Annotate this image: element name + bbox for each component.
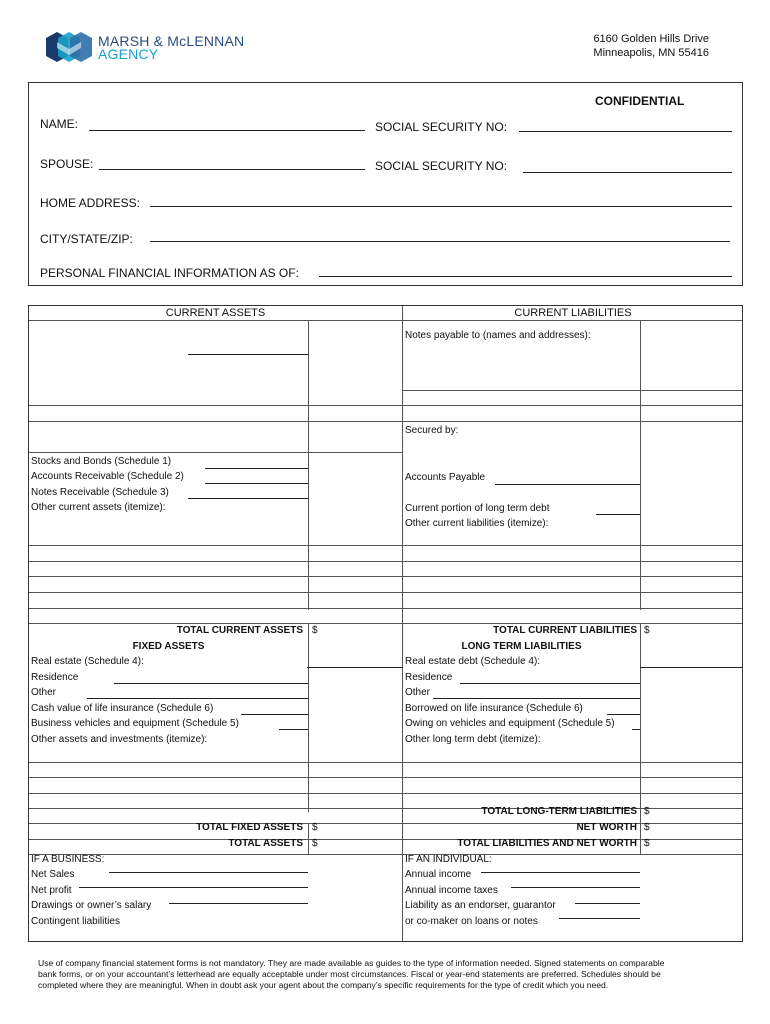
as-of-field[interactable] <box>319 276 732 277</box>
notes-payable-label: Notes payable to (names and addresses): <box>405 330 591 341</box>
ssn-label: SOCIAL SECURITY NO: <box>375 120 508 134</box>
annual-taxes-label: Annual income taxes <box>405 885 498 896</box>
re-debt-label: Real estate debt (Schedule 4): <box>405 656 541 667</box>
name-label: NAME: <box>40 117 79 131</box>
if-individual-label: IF AN INDIVIDUAL: <box>405 854 492 865</box>
company-logo <box>46 32 246 64</box>
total-assets-dollar: $ <box>312 838 318 849</box>
current-liabilities-header: CURRENT LIABILITIES <box>514 307 632 319</box>
nr-label: Notes Receivable (Schedule 3) <box>31 487 169 498</box>
info-box <box>28 82 743 286</box>
total-liab-nw-label: TOTAL LIABILITIES AND NET WORTH <box>457 838 637 849</box>
footer-line2: bank forms, or on your accountant’s letterhead are equally acceptable under most circumstances. Fiscal or year-end statements are preferred. Schedules should be <box>38 969 661 979</box>
other-current-assets-label: Other current assets (itemize): <box>31 502 166 513</box>
ar-label: Accounts Receivable (Schedule 2) <box>31 471 184 482</box>
city-label: CITY/STATE/ZIP: <box>40 232 133 246</box>
spouse-label: SPOUSE: <box>40 157 94 171</box>
owing-vehicles-label: Owing on vehicles and equipment (Schedule 5) <box>405 718 615 729</box>
current-ltd-label: Current portion of long term debt <box>405 503 550 514</box>
contingent-label: Contingent liabilities <box>31 916 120 927</box>
total-assets-label: TOTAL ASSETS <box>228 838 303 849</box>
lt-other-label: Other <box>405 687 431 698</box>
spouse-ssn-label: SOCIAL SECURITY NO: <box>375 159 508 173</box>
address-line2: Minneapolis, MN 55416 <box>593 47 709 59</box>
total-lt-liabilities-label: TOTAL LONG-TERM LIABILITIES <box>481 806 637 817</box>
net-sales-label: Net Sales <box>31 869 75 880</box>
fixed-assets-header: FIXED ASSETS <box>132 641 205 652</box>
stocks-label: Stocks and Bonds (Schedule 1) <box>31 456 172 467</box>
home-address-field[interactable] <box>150 206 732 207</box>
cash-value-label: Cash value of life insurance (Schedule 6) <box>31 703 214 714</box>
name-field[interactable] <box>89 130 365 131</box>
annual-income-label: Annual income <box>405 869 472 880</box>
total-current-assets-dollar: $ <box>312 625 318 636</box>
secured-by-label: Secured by: <box>405 425 459 436</box>
net-worth-label: NET WORTH <box>576 822 637 833</box>
liability-endorser-label: Liability as an endorser, guarantor <box>405 900 556 911</box>
as-of-label: PERSONAL FINANCIAL INFORMATION AS OF: <box>40 266 299 280</box>
long-term-liabilities-header: LONG TERM LIABILITIES <box>461 641 582 652</box>
spouse-field[interactable] <box>99 169 365 170</box>
financial-table <box>28 305 743 942</box>
net-worth-dollar: $ <box>644 822 650 833</box>
liability-comaker-label: or co-maker on loans or notes <box>405 916 538 927</box>
other-ltd-label: Other long term debt (itemize): <box>405 734 541 745</box>
footer-line3: completed where they are meaningful. When in doubt ask your agent about the company’s specific requirements for the type of credit which you need. <box>38 980 609 990</box>
total-current-liabilities-label: TOTAL CURRENT LIABILITIES <box>493 625 637 636</box>
lt-residence-label: Residence <box>405 672 453 683</box>
ssn-field[interactable] <box>519 131 732 132</box>
footer-note <box>38 958 738 991</box>
real-estate-label: Real estate (Schedule 4): <box>31 656 144 667</box>
home-address-label: HOME ADDRESS: <box>40 196 141 210</box>
borrowed-life-label: Borrowed on life insurance (Schedule 6) <box>405 703 583 714</box>
other-label: Other <box>31 687 57 698</box>
total-fixed-assets-dollar: $ <box>312 822 318 833</box>
spouse-ssn-field[interactable] <box>523 172 732 173</box>
other-current-liabilities-label: Other current liabilities (itemize): <box>405 518 549 529</box>
logo-line2: AGENCY <box>98 46 159 62</box>
vehicles-label: Business vehicles and equipment (Schedule 5) <box>31 718 239 729</box>
logo-line1: MARSH & McLENNAN <box>98 33 245 49</box>
total-lt-liabilities-dollar: $ <box>644 806 650 817</box>
net-profit-label: Net profit <box>31 885 72 896</box>
accounts-payable-label: Accounts Payable <box>405 472 486 483</box>
total-liab-nw-dollar: $ <box>644 838 650 849</box>
confidential-label: CONFIDENTIAL <box>595 94 685 108</box>
total-current-liabilities-dollar: $ <box>644 625 650 636</box>
if-business-label: IF A BUSINESS: <box>31 854 105 865</box>
city-field[interactable] <box>150 241 730 242</box>
logo-mark-icon <box>46 32 92 62</box>
footer-line1: Use of company financial statement forms is not mandatory. They are made available as guides to the type of information needed. Signed statements on comparable <box>38 958 665 968</box>
drawings-label: Drawings or owner’s salary <box>31 900 152 911</box>
other-assets-label: Other assets and investments (itemize): <box>31 734 208 745</box>
current-assets-header: CURRENT ASSETS <box>165 307 266 319</box>
residence-label: Residence <box>31 672 79 683</box>
address-line1: 6160 Golden Hills Drive <box>593 33 709 45</box>
total-fixed-assets-label: TOTAL FIXED ASSETS <box>196 822 303 833</box>
total-current-assets-label: TOTAL CURRENT ASSETS <box>176 625 303 636</box>
